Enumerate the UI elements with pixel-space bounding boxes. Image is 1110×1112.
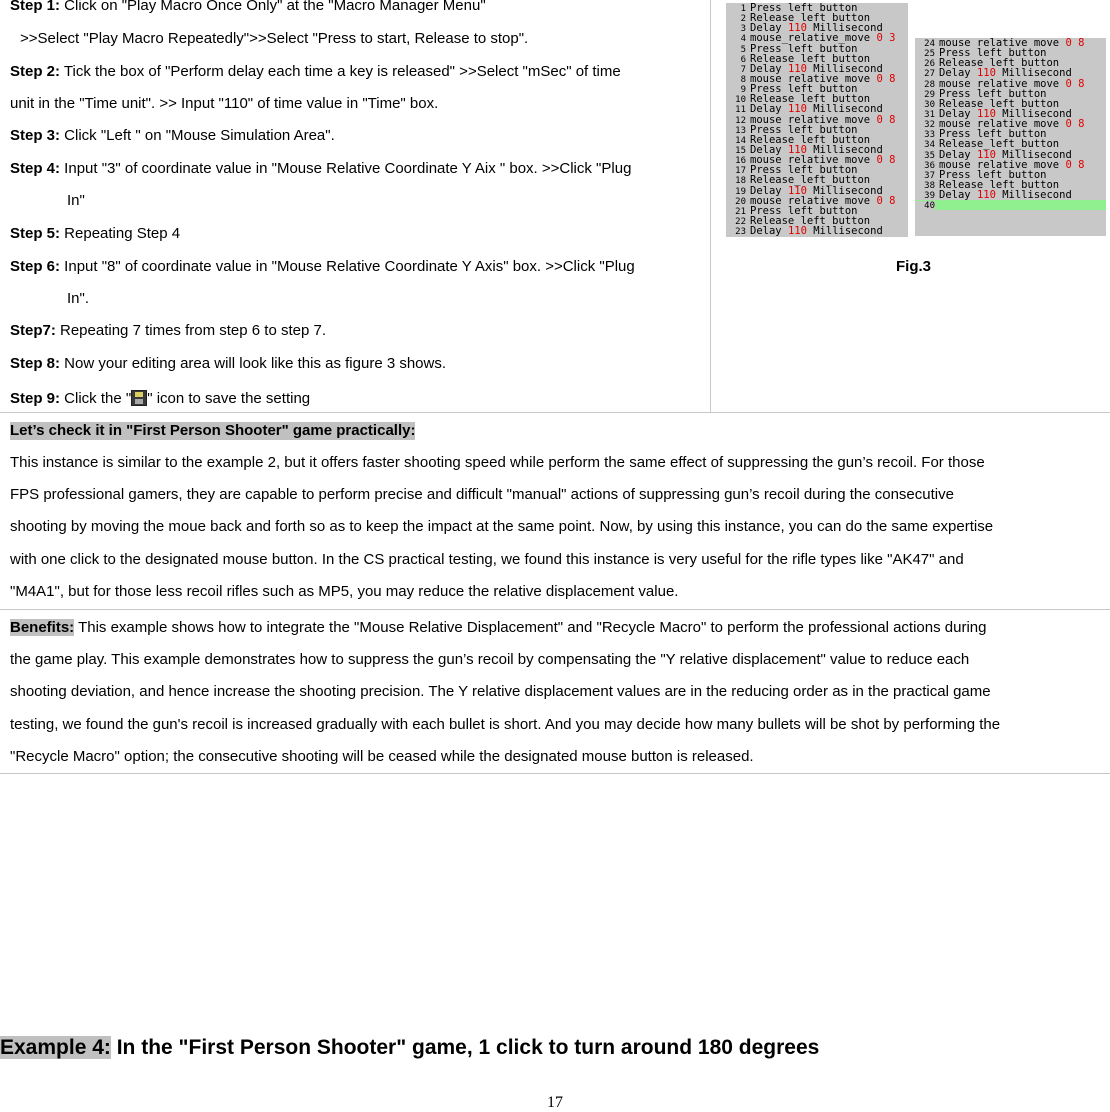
macro-row-number: 5 [740, 44, 746, 54]
macro-row-command: Press_left_button [750, 165, 858, 176]
page-number: 17 [547, 1094, 563, 1111]
macro-row-number: 9 [740, 85, 746, 95]
macro-row-value: 110 [787, 104, 807, 115]
macro-row-command: Delay [750, 63, 788, 74]
macro-row-value: 0 8 [1065, 38, 1085, 49]
macro-list-right [915, 38, 1106, 236]
macro-row-number: 12 [735, 115, 746, 125]
macro-row-command: Press_left_button [939, 48, 1047, 59]
macro-row-command: Delay [939, 108, 977, 120]
step-text: Input "8" of coordinate value in "Mouse Relative Coordinate Y Axis" box. >>Click "Plug [60, 258, 635, 275]
step-label: Step 3: [10, 127, 61, 144]
macro-row-command: Delay [750, 185, 788, 196]
practical-line: with one click to the designated mouse button. In the CS practical testing, we found this instance is very useful for the rifle types like "AK47" and [10, 551, 964, 568]
macro-row [726, 206, 908, 216]
macro-row [726, 23, 908, 33]
macro-row [915, 38, 1106, 48]
macro-row-command: mouse_relative_move [750, 195, 877, 206]
practical-section [0, 413, 1110, 610]
macro-row-number: 19 [735, 186, 746, 196]
macro-row [726, 175, 908, 185]
macro-row-value: 110 [787, 226, 807, 237]
benefits-text: This example shows how to integrate the "Mouse Relative Displacement" and "Recycle Macro" to perform the professional actions during [74, 619, 987, 636]
benefits-line: "Recycle Macro" option; the consecutive shooting will be ceased while the designated mouse button is released. [10, 748, 754, 765]
practical-heading: Let’s check it in "First Person Shooter" game practically: [10, 422, 416, 439]
macro-row-unit: Millisecond [995, 68, 1072, 79]
macro-row-value: 110 [787, 63, 807, 74]
macro-row-command: Release_left_button [939, 139, 1060, 150]
macro-row-number: 33 [924, 130, 935, 140]
macro-row-number: 6 [740, 54, 746, 64]
macro-row-number: 24 [924, 39, 935, 49]
macro-row [726, 115, 908, 125]
step-label: Step 2: [10, 63, 61, 80]
macro-row-value: 0 8 [1065, 159, 1085, 170]
macro-row-value: 0 8 [876, 195, 896, 206]
macro-row-command: Press_left_button [750, 3, 858, 14]
step-text: Repeating Step 4 [60, 225, 181, 242]
macro-row-number: 27 [924, 69, 935, 79]
macro-row-number: 40 [915, 201, 935, 210]
practical-line: This instance is similar to the example 2, but it offers faster shooting speed while perform the same effect of suppressing the gun’s recoil. For those [10, 454, 985, 471]
macro-row-number: 10 [735, 95, 746, 105]
macro-row-unit: Millisecond [806, 63, 883, 74]
macro-row-number: 30 [924, 99, 935, 109]
macro-row-command: mouse_relative_move [939, 159, 1066, 170]
macro-row-number: 36 [924, 160, 935, 170]
macro-row-number: 22 [735, 216, 746, 227]
macro-row-number: 25 [924, 49, 935, 59]
macro-row-unit: Millisecond [806, 144, 883, 156]
macro-row [726, 3, 908, 13]
macro-row [726, 155, 908, 165]
macro-row [726, 33, 908, 43]
step-1 [10, 0, 486, 15]
benefits-first-line [10, 619, 987, 637]
macro-row-number: 3 [740, 24, 746, 34]
macro-row-number: 26 [924, 59, 935, 69]
macro-row [915, 109, 1106, 119]
macro-row-value: 110 [787, 144, 807, 156]
macro-row-command: Delay [750, 23, 788, 34]
macro-row-value: 110 [976, 190, 996, 201]
macro-row-unit: Millisecond [995, 190, 1072, 201]
macro-row-value: 110 [787, 185, 807, 196]
macro-row-value: 110 [787, 23, 807, 34]
practical-line: FPS professional gamers, they are capable to perform precise and difficult "manual" actions of suppressing gun’s recoil during the consecutive [10, 486, 954, 503]
macro-row [726, 135, 908, 145]
macro-row-command: Release_left_button [750, 13, 871, 24]
macro-row [915, 58, 1106, 68]
step-5 [10, 225, 180, 243]
macro-row-number: 14 [735, 135, 746, 145]
macro-row-command: Delay [750, 104, 788, 115]
macro-row-value: 110 [976, 108, 996, 120]
macro-row-value: 110 [976, 149, 996, 160]
figure-caption: Fig.3 [896, 258, 932, 275]
step-4 [10, 160, 631, 178]
macro-row-number: 21 [735, 206, 746, 216]
macro-row [915, 79, 1106, 89]
macro-row [726, 125, 908, 135]
step-4-continued: In" [67, 192, 85, 209]
macro-row [726, 54, 908, 64]
macro-row-command: Release_left_button [939, 98, 1060, 109]
macro-row-unit: Millisecond [995, 149, 1072, 160]
macro-row-number: 20 [735, 196, 746, 206]
macro-row [726, 104, 908, 114]
macro-row-command: Press_left_button [750, 205, 858, 216]
macro-row-value: 0 8 [1065, 78, 1085, 89]
macro-row-unit: Millisecond [806, 23, 883, 34]
step-6 [10, 258, 635, 276]
macro-row-command: Press_left_button [750, 124, 858, 135]
example-heading [0, 1036, 819, 1060]
macro-row-command: mouse_relative_move [750, 114, 877, 125]
macro-row-unit: Millisecond [806, 104, 883, 115]
macro-row-command: Release_left_button [939, 58, 1060, 69]
step-text: Click on "Play Macro Once Only" at the "Macro Manager Menu" [60, 0, 486, 14]
macro-row-command: mouse_relative_move [939, 119, 1066, 130]
macro-row [726, 64, 908, 74]
macro-row-number: 18 [735, 176, 746, 186]
macro-row [915, 99, 1106, 109]
benefits-line: testing, we found the gun's recoil is increased gradually with each bullet is short. And you may decide how many bullets will be shot by performing the [10, 716, 1001, 733]
macro-row-number: 11 [735, 105, 746, 115]
step-label: Step 6: [10, 258, 61, 275]
step-label: Step 4: [10, 160, 61, 177]
save-icon [131, 390, 147, 406]
macro-row-command: Release_left_button [750, 215, 871, 227]
macro-row-number: 23 [735, 227, 746, 237]
step-2-continued: unit in the "Time unit". >> Input "110" of time value in "Time" box. [10, 95, 439, 112]
macro-row-number: 17 [735, 166, 746, 176]
macro-row [915, 170, 1106, 180]
macro-row-command: mouse_relative_move [750, 73, 877, 85]
macro-row-value: 0 3 [876, 33, 896, 44]
macro-row [726, 196, 908, 206]
macro-row-command: Release_left_button [750, 134, 871, 145]
macro-row-unit: Millisecond [806, 185, 883, 196]
macro-row-number: 28 [924, 79, 935, 89]
step-2 [10, 63, 621, 81]
macro-row-unit: Millisecond [995, 108, 1072, 120]
macro-row [915, 160, 1106, 170]
macro-row-number: 13 [735, 125, 746, 135]
step-1-continued: >>Select "Play Macro Repeatedly">>Select "Press to start, Release to stop". [20, 30, 529, 47]
step-label: Step 5: [10, 225, 61, 242]
example-title: In the "First Person Shooter" game, 1 click to turn around 180 degrees [110, 1036, 820, 1059]
step-text: Click the " [60, 390, 132, 407]
macro-row-number: 1 [740, 4, 746, 14]
macro-row [915, 139, 1106, 149]
step-6-continued: In". [67, 290, 90, 307]
macro-row [726, 84, 908, 94]
step-label: Step7: [10, 322, 56, 339]
macro-row-number: 38 [924, 180, 935, 191]
macro-row-value: 0 8 [1065, 119, 1085, 130]
macro-row-command: Release_left_button [750, 175, 871, 186]
step-label: Step 8: [10, 355, 61, 372]
macro-row-command: Release_left_button [750, 94, 871, 105]
step-text: Tick the box of "Perform delay each time a key is released" >>Select "mSec" of time [60, 63, 621, 80]
macro-row [915, 48, 1106, 58]
benefits-section [0, 610, 1110, 774]
step-3 [10, 127, 335, 145]
macro-row-number: 34 [924, 140, 935, 150]
step-text: Now your editing area will look like this as figure 3 shows. [60, 355, 447, 372]
macro-row-command: Press_left_button [750, 43, 858, 54]
macro-row-command: mouse_relative_move [750, 155, 877, 166]
macro-row [915, 150, 1106, 160]
macro-row-value: 0 8 [876, 155, 896, 166]
steps-cell [0, 0, 711, 412]
macro-row-number: 4 [740, 34, 746, 44]
macro-row-command: Press_left_button [939, 129, 1047, 140]
macro-row-unit: Millisecond [806, 226, 883, 237]
macro-row-command: Press_left_button [939, 88, 1047, 99]
step-8 [10, 355, 446, 373]
benefits-line: the game play. This example demonstrates how to suppress the gun’s recoil by compensating the "Y relative displacement" value to reduce each [10, 651, 970, 668]
step-text: " icon to save the setting [147, 390, 311, 407]
practical-line: "M4A1", but for those less recoil rifles such as MP5, you may reduce the relative displacement value. [10, 583, 679, 600]
step-label: Step 1: [10, 0, 61, 14]
macro-row-number: 32 [924, 120, 935, 130]
step-9 [10, 390, 310, 408]
macro-row-number: 31 [924, 109, 935, 120]
step-text: Repeating 7 times from step 6 to step 7. [55, 322, 326, 339]
macro-row-value: 110 [976, 68, 996, 79]
macro-row-command: Delay [939, 190, 977, 201]
benefits-line: shooting deviation, and hence increase the shooting precision. The Y relative displacement values are in the reducing order as in the practical game [10, 683, 991, 700]
macro-row [915, 200, 1106, 210]
macro-row [726, 74, 908, 84]
step-text: Click "Left " on "Mouse Simulation Area". [60, 127, 335, 144]
macro-row [915, 180, 1106, 190]
macro-row-number: 29 [924, 89, 935, 99]
macro-row-command: Press_left_button [939, 169, 1047, 180]
macro-row-command: Delay [750, 144, 788, 156]
macro-row-number: 35 [924, 150, 935, 160]
macro-row [726, 165, 908, 175]
example-label: Example 4: [0, 1036, 111, 1059]
macro-row [915, 89, 1106, 99]
macro-row-command: Delay [939, 68, 977, 79]
macro-row-command: Delay [750, 226, 788, 237]
macro-row-command: mouse_relative_move [939, 78, 1066, 89]
macro-row [726, 226, 908, 236]
macro-row-command: Release_left_button [939, 179, 1060, 191]
benefits-label: Benefits: [10, 619, 75, 636]
macro-row [726, 94, 908, 104]
practical-line: shooting by moving the moue back and forth so as to keep the impact at the same point. Now, by using this instance, you can do the same expertise [10, 518, 994, 535]
macro-row [726, 186, 908, 196]
macro-row-command: mouse_relative_move [750, 33, 877, 44]
macro-row [726, 13, 908, 23]
macro-row [915, 129, 1106, 139]
macro-row-number: 16 [735, 156, 746, 166]
macro-row [726, 216, 908, 226]
macro-row-number: 7 [740, 64, 746, 74]
macro-row [915, 68, 1106, 78]
macro-row-number: 8 [740, 74, 746, 85]
step-text: Input "3" of coordinate value in "Mouse Relative Coordinate Y Aix " box. >>Click "Plug [60, 160, 632, 177]
macro-row-command: Delay [939, 149, 977, 160]
macro-row [915, 190, 1106, 200]
macro-row-value: 0 8 [876, 73, 896, 85]
macro-row-command: Release_left_button [750, 53, 871, 64]
macro-row-number: 39 [924, 191, 935, 201]
macro-row-number: 2 [740, 14, 746, 24]
macro-row [726, 44, 908, 54]
macro-row-command: Press_left_button [750, 84, 858, 95]
step-label: Step 9: [10, 390, 61, 407]
macro-list-left [726, 3, 908, 237]
macro-row-command: mouse_relative_move [939, 38, 1066, 49]
macro-row-number: 15 [735, 145, 746, 156]
macro-row-value: 0 8 [876, 114, 896, 125]
step-7 [10, 322, 326, 340]
macro-row [726, 145, 908, 155]
macro-row [915, 119, 1106, 129]
macro-row-number: 37 [924, 170, 935, 180]
